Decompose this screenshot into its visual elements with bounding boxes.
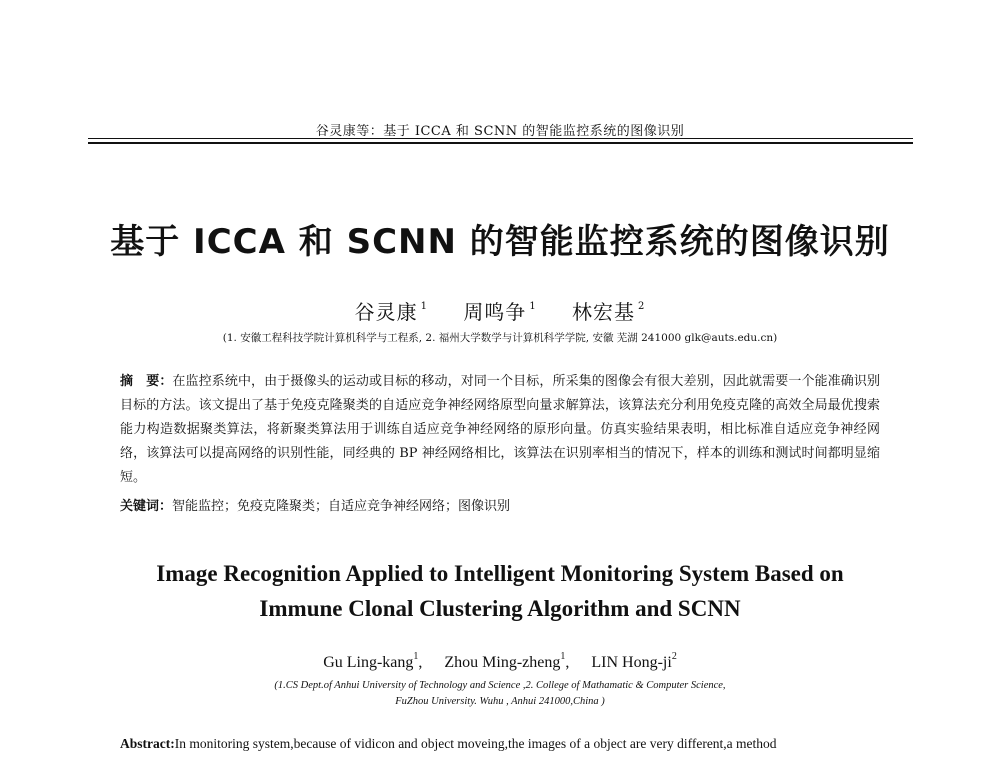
abstract-label-en: Abstract:: [120, 736, 175, 751]
paper-title-en-line2: Immune Clonal Clustering Algorithm and SCNN: [259, 596, 741, 621]
abstract-text-en: In monitoring system,because of vidicon and object moveing,the images of a object are very different,a method: [174, 736, 777, 751]
affiliation-en-line1: (1.CS Dept.of Anhui University of Technology and Science ,2. College of Mathamatic & Computer Science,: [274, 680, 726, 691]
author-name: Zhou Ming-zheng: [444, 654, 561, 671]
affiliation-marker: 1: [529, 301, 537, 312]
keywords-text-cn: 智能监控；免疫克隆聚类；自适应竞争神经网络；图像识别: [172, 499, 511, 514]
running-head: 谷灵康等：基于 ICCA 和 SCNN 的智能监控系统的图像识别: [315, 124, 685, 139]
author-separator: ,: [565, 654, 570, 671]
header-rule-thick: [88, 142, 913, 144]
abstract-label-cn: 摘 要：: [120, 374, 173, 389]
author-name: 周鸣争: [463, 300, 527, 324]
affiliation-marker: 2: [638, 301, 646, 312]
author-name: 林宏基: [572, 300, 636, 324]
affiliation-marker: 1: [560, 651, 566, 662]
author-name: Gu Ling-kang: [323, 654, 414, 671]
affiliation-en-line2: FuZhou University. Wuhu , Anhui 241000,China ): [395, 696, 605, 707]
paper-title-cn: 基于 ICCA 和 SCNN 的智能监控系统的图像识别: [110, 222, 890, 262]
author-en: [323, 651, 423, 671]
keywords-cn: [120, 496, 880, 518]
abstract-en: [120, 736, 920, 752]
author-name: 谷灵康: [354, 300, 418, 324]
abstract-text-cn: 在监控系统中，由于摄像头的运动或目标的移动，对同一个目标，所采集的图像会有很大差别，因此就需要一个能准确识别目标的方法。该文提出了基于免疫克隆聚类的自适应竞争神经网络原型向量求解算法，该算法充分利用免疫克隆的高效全局最优搜索能力构造数据聚类算法，将新聚类算法用于训练自适应竞争神经网络的原形向量。仿真实验结果表明，相比标准自适应竞争神经网络，该算法可以提高网络的识别性能，同经典的 BP 神经网络相比，该算法在识别率相当的情况下，样本的训练和测试时间都明显缩短。: [120, 374, 880, 485]
author-name: LIN Hong-ji: [591, 654, 672, 671]
paper-title-en-line1: Image Recognition Applied to Intelligent Monitoring System Based on: [156, 561, 844, 586]
author-cn: [355, 300, 428, 324]
author-list-cn: [0, 296, 1000, 325]
affiliation-marker: 1: [413, 651, 419, 662]
header-rule-thin: [88, 138, 913, 139]
affiliation-marker: 2: [671, 651, 677, 662]
author-cn: [572, 300, 645, 324]
author-en: [444, 651, 570, 671]
author-list-en: [0, 651, 1000, 672]
author-en: [591, 651, 677, 671]
affiliation-cn: (1. 安徽工程科技学院计算机科学与工程系, 2. 福州大学数学与计算机科学学院, 安徽 芜湖 241000 glk@auts.edu.cn): [222, 332, 778, 344]
abstract-cn: [120, 370, 880, 490]
author-separator: ,: [418, 654, 423, 671]
affiliation-marker: 1: [420, 301, 428, 312]
author-cn: [463, 300, 536, 324]
keywords-label-cn: 关键词：: [120, 499, 173, 514]
